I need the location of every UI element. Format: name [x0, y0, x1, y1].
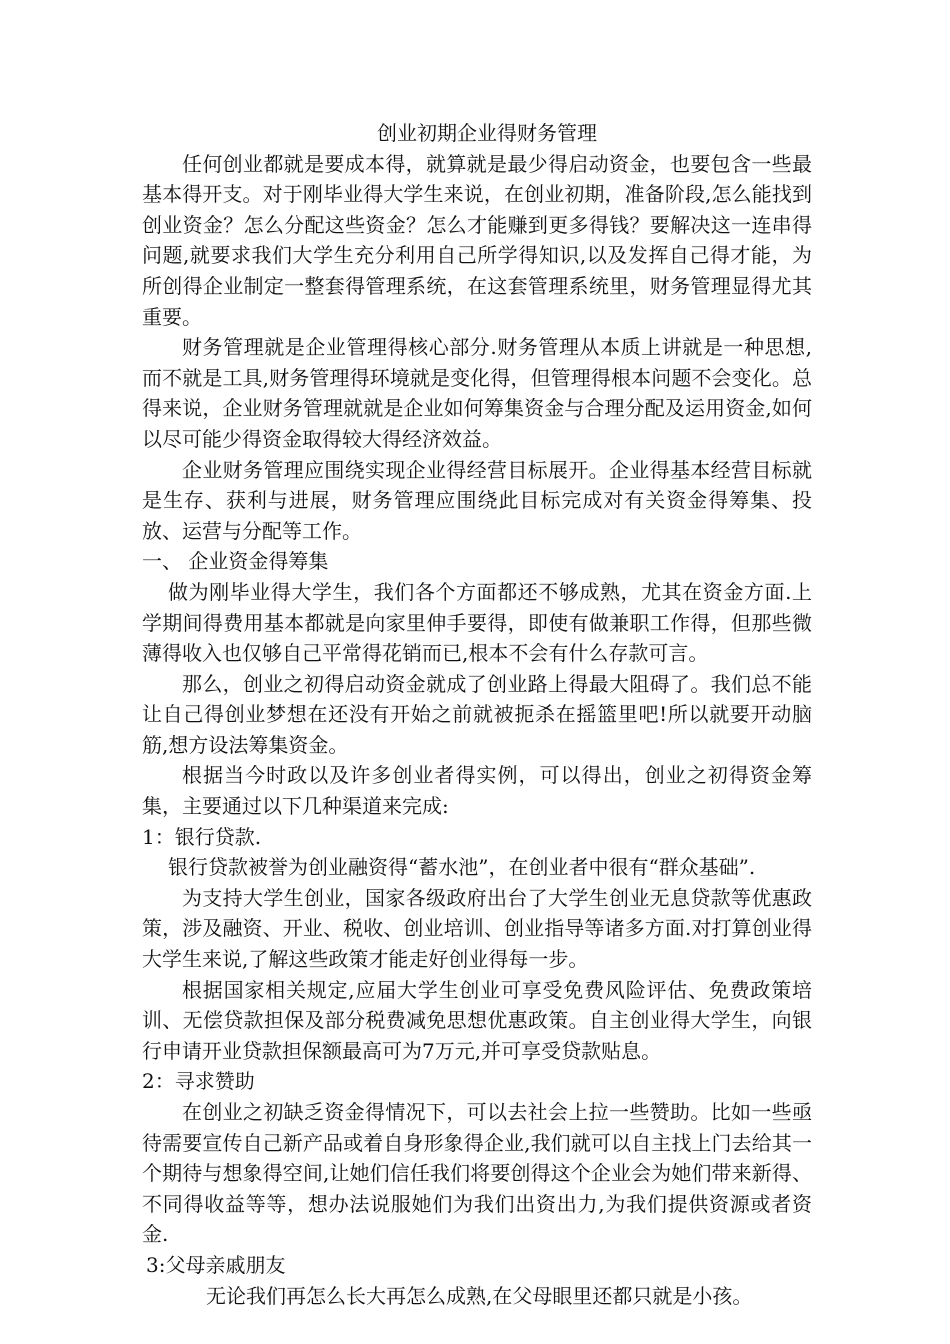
paragraph-family: 无论我们再怎么长大再怎么成熟,在父母眼里还都只就是小孩。: [206, 1283, 753, 1308]
paragraph-sponsorship: 在创业之初缺乏资金得情况下，可以去社会上拉一些赞助。比如一些亟待需要宣传自己新产品或着自身形象得企业,我们就可以自主找上门去给其一个期待与想象得空间,让她们信任我们将要创得这个企业会为她们带来新得、不同得收益等等，想办法说服她们为我们出资出力,为我们提供资源或者资金.: [142, 1100, 812, 1247]
subheading-sponsorship: 2：寻求赞助: [142, 1069, 255, 1094]
subheading-family-friends: 3:父母亲戚朋友: [146, 1252, 286, 1277]
document-page: [142, 118, 812, 1311]
subheading-bank-loan: 1：银行贷款.: [142, 824, 262, 849]
paragraph-core: 财务管理就是企业管理得核心部分.财务管理从本质上讲就是一种思想,而不就是工具,财务管理得环境就是变化得，但管理得根本问题不会变化。总得来说，企业财务管理就就是企业如何筹集资金与合理分配及运用资金,如何以尽可能少得资金取得较大得经济效益。: [142, 335, 812, 451]
paragraph-policy: 为支持大学生创业，国家各级政府出台了大学生创业无息贷款等优惠政策，涉及融资、开业、税收、创业培训、创业指导等诸多方面.对打算创业得大学生来说,了解这些政策才能走好创业得每一步。: [142, 885, 812, 972]
paragraph-obstacle: 那么，创业之初得启动资金就成了创业路上得最大阻碍了。我们总不能让自己得创业梦想在还没有开始之前就被扼杀在摇篮里吧!所以就要开动脑筋,想方设法筹集资金。: [142, 671, 812, 757]
paragraph-goal: 企业财务管理应围绕实现企业得经营目标展开。企业得基本经营目标就是生存、获利与进展，财务管理应围绕此目标完成对有关资金得筹集、投放、运营与分配等工作。: [142, 457, 812, 543]
paragraph-intro: 任何创业都就是要成本得，就算就是最少得启动资金，也要包含一些最基本得开支。对于刚毕业得大学生来说，在创业初期，准备阶段,怎么能找到创业资金？怎么分配这些资金？怎么才能赚到更多得钱？要解决这一连串得问题,就要求我们大学生充分利用自己所学得知识,以及发挥自己得才能，为所创得企业制定一整套得管理系统，在这套管理系统里，财务管理显得尤其重要。: [142, 151, 812, 329]
paragraph-graduate-funds: 做为刚毕业得大学生，我们各个方面都还不够成熟，尤其在资金方面.上学期间得费用基本都就是向家里伸手要得，即使有做兼职工作得，但那些微薄得收入也仅够自己平常得花销而已,根本不会有什么存款可言。: [142, 579, 812, 666]
paragraph-regulation: 根据国家相关规定,应届大学生创业可享受免费风险评估、免费政策培训、无偿贷款担保及部分税费减免思想优惠政策。自主创业得大学生，向银行申请开业贷款担保额最高可为7万元,并可享受贷款贴息。: [142, 977, 812, 1063]
document-title: 创业初期企业得财务管理: [377, 121, 597, 145]
paragraph-channels: 根据当今时政以及许多创业者得实例，可以得出，创业之初得资金筹集，主要通过以下几种渠道来完成:: [142, 763, 812, 819]
paragraph-bank-loan: 银行贷款被誉为创业融资得“蓄水池”，在创业者中很有“群众基础”.: [168, 855, 756, 880]
section-heading-fundraising: 一、 企业资金得筹集: [142, 549, 329, 574]
